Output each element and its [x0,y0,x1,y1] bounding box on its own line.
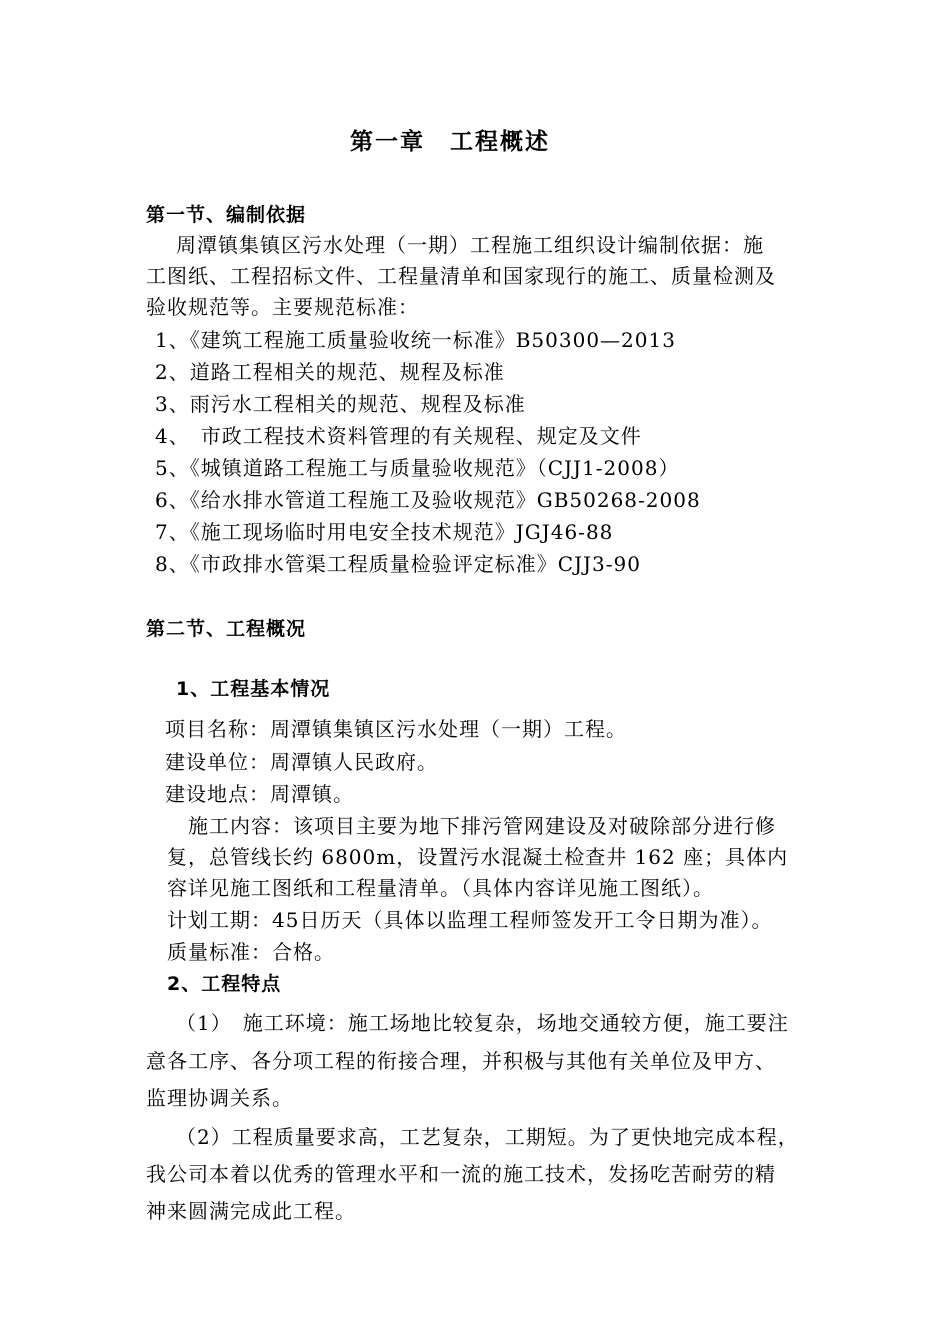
subsection-1-heading: 1、工程基本情况 [176,678,331,700]
project-info-line: 项目名称：周潭镇集镇区污水处理（一期）工程。 [165,717,627,741]
feature-paragraph-1-line: （1） 施工环境：施工场地比较复杂，场地交通较方便，施工要注 [176,1011,789,1035]
intro-line: 验收规范等。主要规范标准： [146,295,419,319]
standard-item: 5、《城镇道路工程施工与质量验收规范》（CJJ1-2008） [155,456,680,480]
feature-paragraph-2-line: 我公司本着以优秀的管理水平和一流的施工技术，发扬吃苦耐劳的精 [146,1162,776,1186]
feature-paragraph-2-line: （2）工程质量要求高，工艺复杂，工期短。为了更快地完成本程， [176,1125,799,1149]
standard-item: 6、《给水排水管道工程施工及验收规范》GB50268-2008 [155,488,701,512]
project-info-line: 容详见施工图纸和工程量清单。（具体内容详见施工图纸）。 [167,876,714,900]
feature-paragraph-2-line: 神来圆满完成此工程。 [146,1199,356,1223]
project-info-line: 计划工期：45日历天（具体以监理工程师签发开工令日期为准）。 [167,908,773,932]
feature-paragraph-1-line: 意各工序、各分项工程的衔接合理，并积极与其他有关单位及甲方、 [146,1049,776,1073]
project-info-line: 建设单位：周潭镇人民政府。 [165,750,438,774]
standard-item: 3、雨污水工程相关的规范、规程及标准 [155,392,526,416]
standard-item: 1、《建筑工程施工质量验收统一标准》B50300—2013 [155,328,676,352]
standard-item: 7、《施工现场临时用电安全技术规范》JGJ46-88 [155,520,614,544]
section-1-heading: 第一节、编制依据 [146,204,307,226]
intro-line: 周潭镇集镇区污水处理（一期）工程施工组织设计编制依据：施 [176,233,764,257]
feature-paragraph-1-line: 监理协调关系。 [146,1086,293,1110]
project-info-line: 施工内容：该项目主要为地下排污管网建设及对破除部分进行修 [188,814,776,838]
project-info-line: 复，总管线长约 6800m，设置污水混凝土检查井 162 座；具体内 [167,845,789,869]
section-2-heading: 第二节、工程概况 [146,618,307,640]
chapter-title: 第一章 工程概述 [350,129,550,155]
subsection-2-heading: 2、工程特点 [167,973,282,995]
standard-item: 2、道路工程相关的规范、规程及标准 [155,360,505,384]
standard-item: 4、 市政工程技术资料管理的有关规程、规定及文件 [155,424,642,448]
standard-item: 8、《市政排水管渠工程质量检验评定标准》CJJ3-90 [155,552,641,576]
intro-line: 工图纸、工程招标文件、工程量清单和国家现行的施工、质量检测及 [146,264,776,288]
project-info-line: 质量标准：合格。 [167,940,335,964]
project-info-line: 建设地点：周潭镇。 [165,782,354,806]
